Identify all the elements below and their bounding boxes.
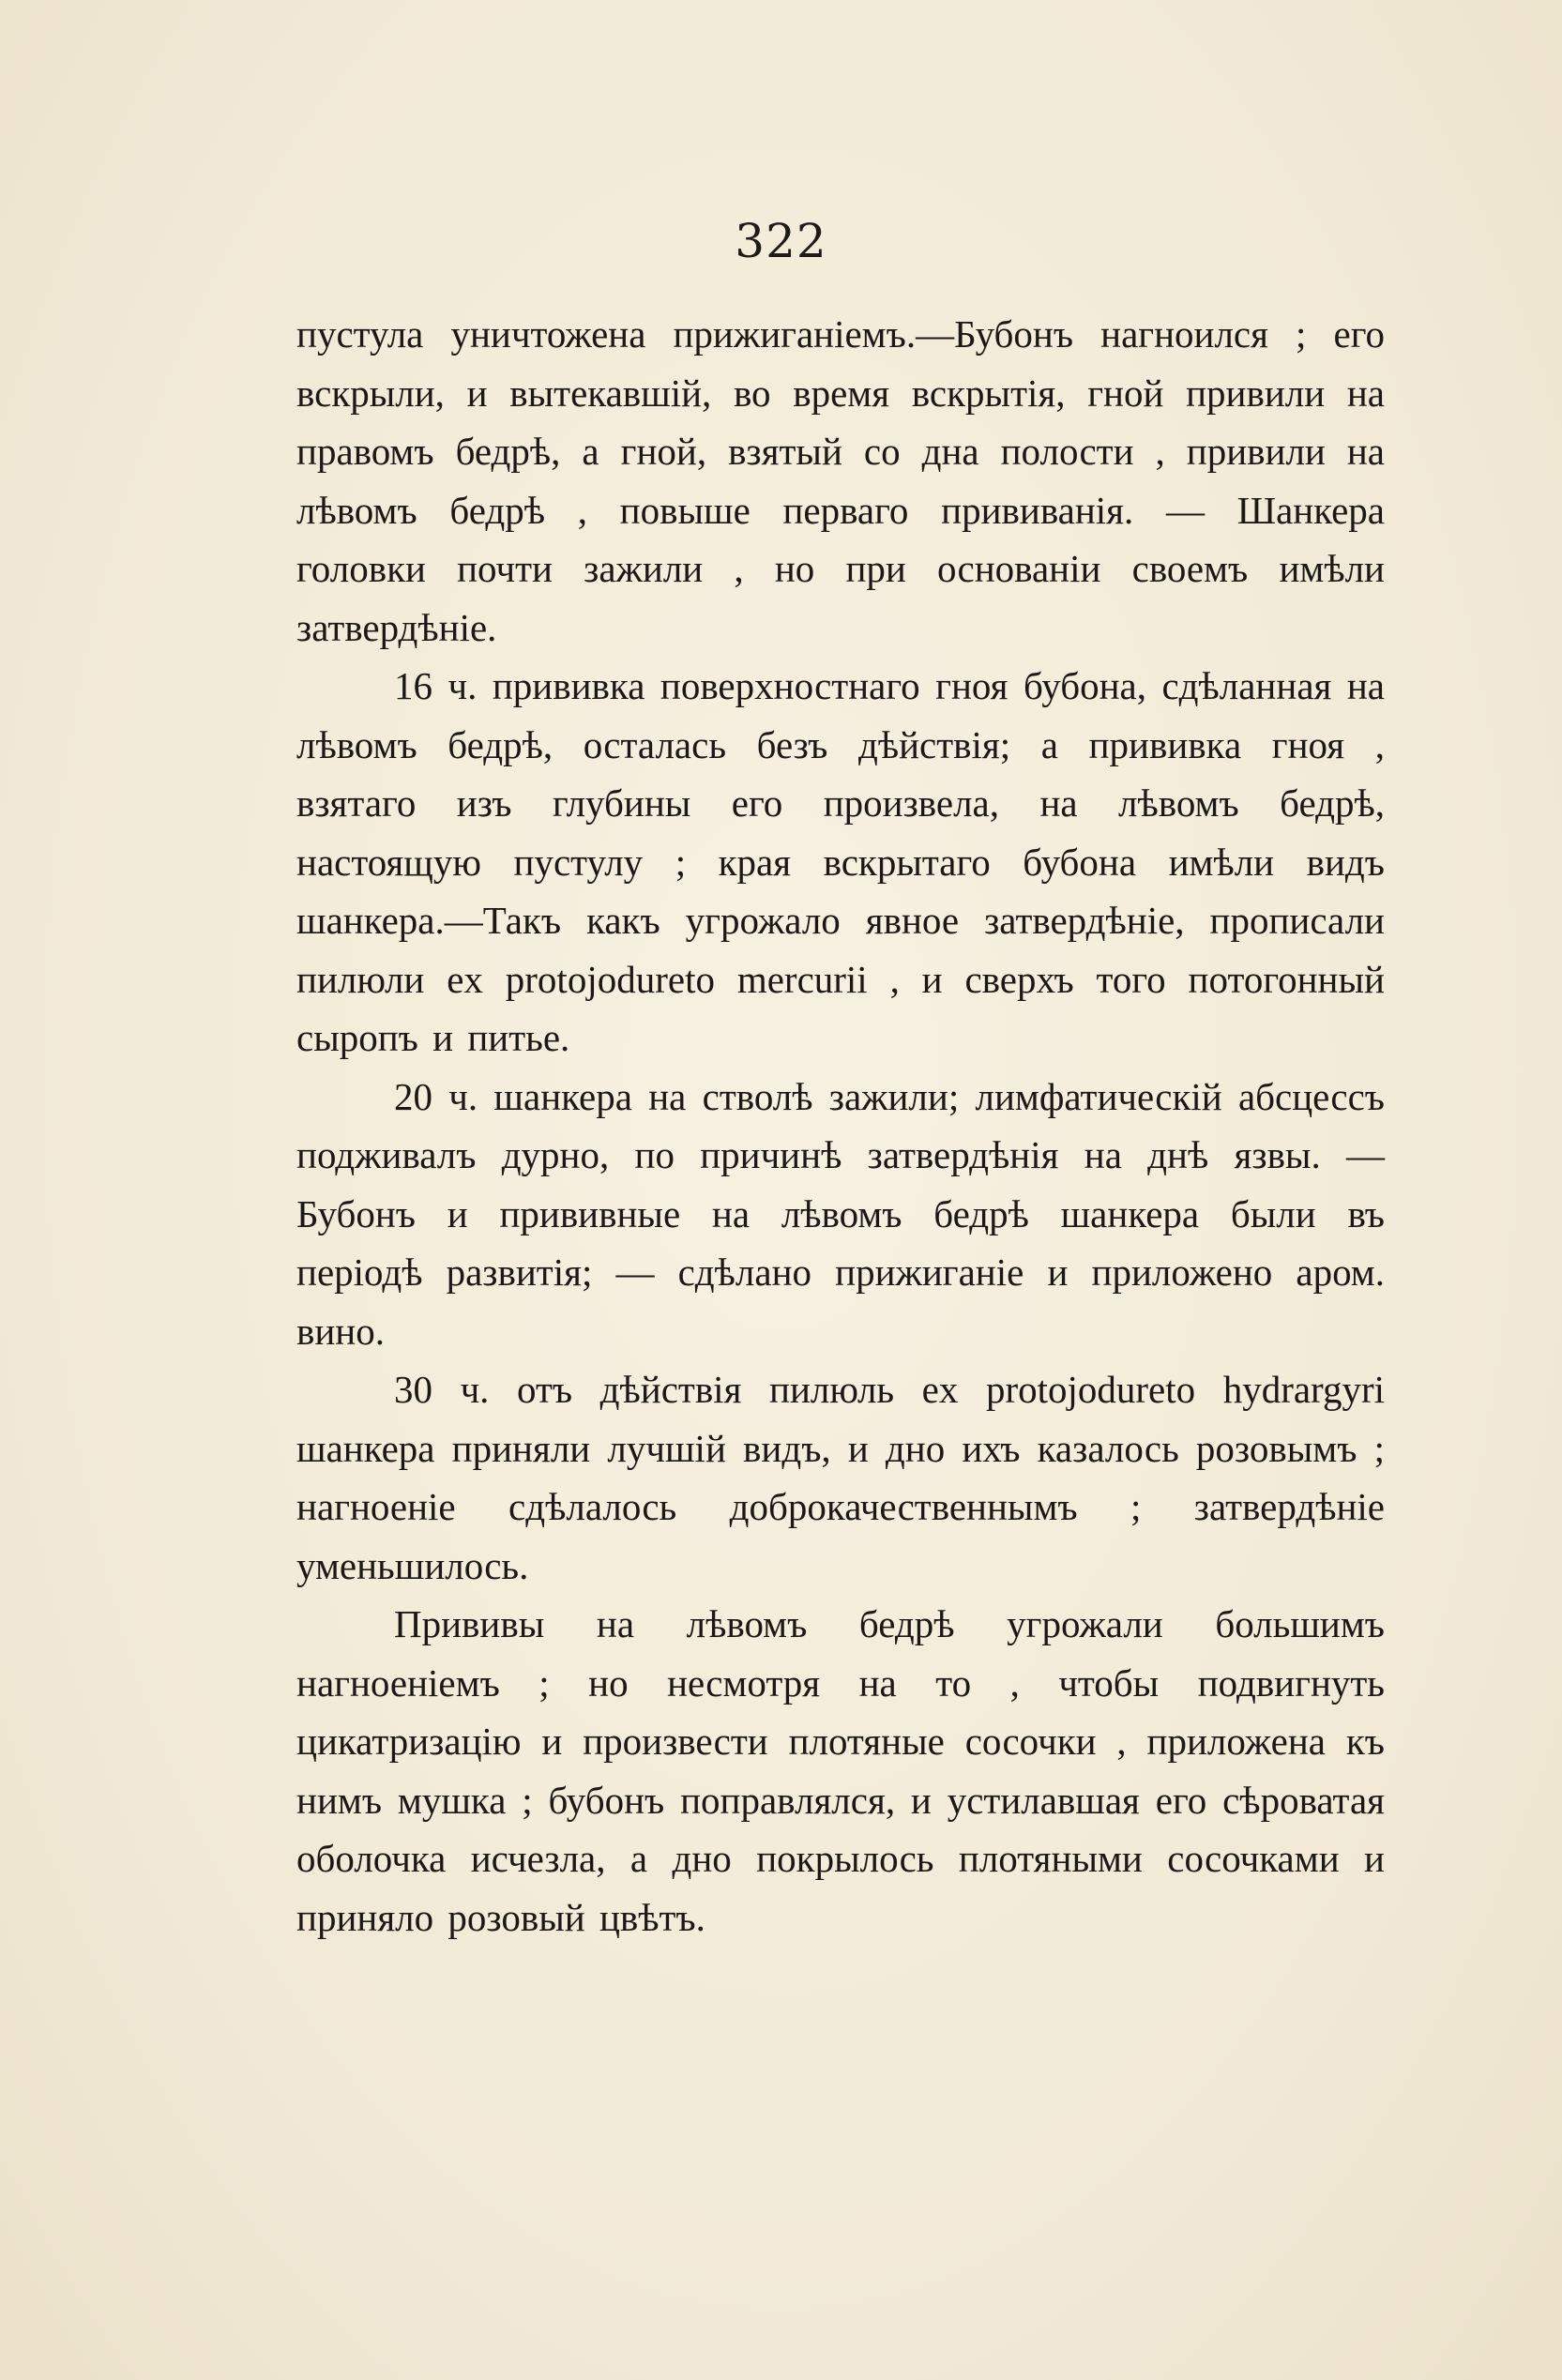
paragraph-4: 30 ч. отъ дѣйствія пилюль ex protojodureto hydrargyri шанкера приняли лучшій видъ, и дно ихъ казалось розовымъ ; нагноеніе сдѣлалось доброкачественнымъ ; затвердѣніе уменьшилось. [296,1368,1385,1587]
paragraph-3: 20 ч. шанкера на стволѣ зажили; лимфатическій абсцессъ подживалъ дурно, по причинѣ затвердѣнія на днѣ язвы. — Бубонъ и прививные на лѣвомъ бедрѣ шанкера были въ періодѣ развитія; — сдѣлано прижиганіе и приложено аром. вино. [296,1074,1385,1353]
paragraph-5: Прививы на лѣвомъ бедрѣ угрожали большимъ нагноеніемъ ; но несмотря на то , чтобы подвигнуть цикатризацію и произвести плотяные сосочки , приложена къ нимъ мушка ; бубонъ поправлялся, и устилавшая его сѣроватая оболочка исчезла, а дно покрылось плотяными сосочками и приняло розовый цвѣтъ. [296,1602,1385,1939]
body-text [296,305,1385,1947]
page-number: 322 [735,214,827,268]
paragraph-1: пустула уничтожена прижиганіемъ.—Бубонъ нагноился ; его вскрыли, и вытекавшій, во время вскрытія, гной привили на правомъ бедрѣ, а гной, взятый со дна полости , привили на лѣвомъ бедрѣ , повыше перваго прививанія. — Шанкера головки почти зажили , но при основаніи своемъ имѣли затвердѣніе. [296,312,1385,649]
paragraph-2: 16 ч. прививка поверхностнаго гноя бубона, сдѣланная на лѣвомъ бедрѣ, осталась безъ дѣйствія; а прививка гноя , взятаго изъ глубины его произвела, на лѣвомъ бедрѣ, настоящую пустулу ; края вскрытаго бубона имѣли видъ шанкера.—Такъ какъ угрожало явное затвердѣніе, прописали пилюли ex protojodureto mercurii , и сверхъ того потогонный сыропъ и питье. [296,664,1385,1059]
